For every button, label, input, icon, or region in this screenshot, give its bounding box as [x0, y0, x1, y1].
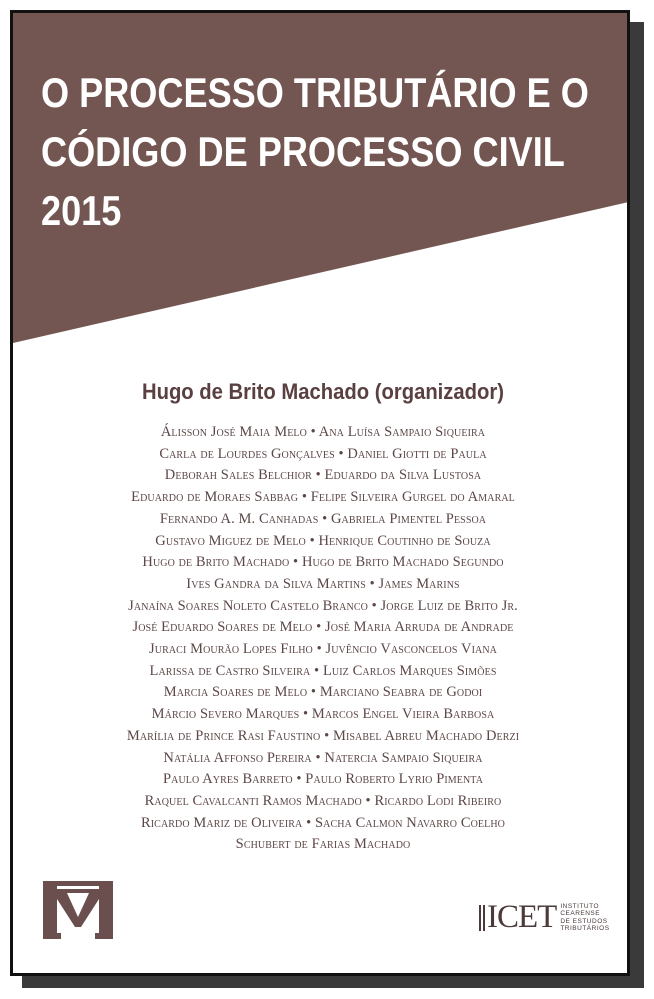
author-line: Paulo Ayres Barreto • Paulo Roberto Lyrio Pimenta — [162, 771, 484, 788]
author-line: Marília de Prince Rasi Faustino • Misabel Abreu Machado Derzi — [126, 727, 520, 744]
author-line: Ives Gandra da Silva Martins • James Marins — [186, 575, 460, 592]
author-line: Márcio Severo Marques • Marcos Engel Vieira Barbosa — [151, 706, 495, 723]
author-line: Hugo de Brito Machado • Hugo de Brito Machado Segundo — [142, 554, 504, 571]
author-line: Schubert de Farias Machado — [235, 836, 411, 853]
title-line-2: CÓDIGO DE PROCESSO CIVIL — [41, 128, 565, 175]
icet-subtitle — [560, 903, 609, 933]
author-line: Janaína Soares Noleto Castelo Branco • Jorge Luiz de Brito Jr. — [128, 597, 518, 614]
author-list — [13, 422, 630, 856]
icet-name: ICET — [487, 899, 557, 935]
author-line: Eduardo de Moraes Sabbag • Felipe Silveira Gurgel do Amaral — [131, 489, 515, 506]
icet-bars-icon — [479, 905, 485, 931]
author-line: Deborah Sales Belchior • Eduardo da Silva Lustosa — [164, 467, 482, 484]
book-title — [41, 63, 589, 240]
icet-line-4: TRIBUTÁRIOS — [560, 924, 610, 932]
icet-line-2: CEARENSE — [560, 910, 601, 918]
book-cover — [10, 10, 630, 976]
author-line: Marcia Soares de Melo • Marciano Seabra de Godoi — [163, 684, 483, 701]
author-line: Álisson José Maia Melo • Ana Luísa Sampaio Siqueira — [160, 424, 486, 440]
publisher-m-logo-icon — [43, 881, 113, 939]
author-line: Natália Affonso Pereira • Natercia Sampaio Siqueira — [163, 749, 483, 766]
author-line: Juraci Mourão Lopes Filho • Juvêncio Vasconcelos Viana — [149, 641, 497, 658]
title-line-1: O PROCESSO TRIBUTÁRIO E O — [41, 69, 589, 116]
icet-logo — [479, 901, 610, 934]
author-line: Larissa de Castro Silveira • Luiz Carlos Marques Simões — [149, 662, 497, 679]
organizer-name: Hugo de Brito Machado (organizador) — [141, 379, 505, 404]
author-line: Raquel Cavalcanti Ramos Machado • Ricardo Lodi Ribeiro — [144, 792, 502, 809]
author-line: Carla de Lourdes Gonçalves • Daniel Giotti de Paula — [159, 445, 487, 462]
author-line: José Eduardo Soares de Melo • José Maria Arruda de Andrade — [132, 619, 514, 636]
author-line: Ricardo Mariz de Oliveira • Sacha Calmon Navarro Coelho — [140, 814, 505, 831]
author-line: Gustavo Miguez de Melo • Henrique Coutinho de Souza — [155, 532, 491, 549]
author-line: Fernando A. M. Canhadas • Gabriela Pimentel Pessoa — [159, 510, 487, 527]
icet-line-3: DE ESTUDOS — [560, 917, 608, 925]
icet-line-1: INSTITUTO — [560, 902, 600, 910]
title-line-3: 2015 — [41, 187, 122, 234]
